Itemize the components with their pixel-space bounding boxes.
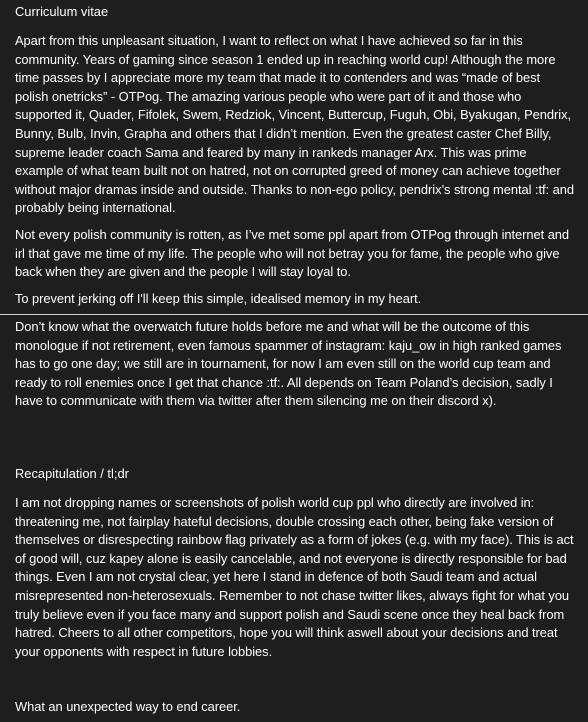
paragraph-memory: To prevent jerking off I'll keep this simple, idealised memory in my heart. [15,291,422,306]
recap-heading: Recapitulation / tl;dr [15,466,129,481]
paragraph-recap: I am not dropping names or screenshots of polish world cup ppl who directly are involved in: threatening me, not fairplay hateful decisions, double crossing each other, being fake version of themselves or disrespecting rainbow flag privately as a form of jokes (e.g. with my face). This is act of good will, cuz kapey alone is easily cancelable, and not everyone is directly responsible for bad things. Even I am not crystal clear, yet here I stand in defence of both Saudi team and actual misrepresented non-heterosexuals. Remember to not chase twitter likes, always fight for what you truly believe even if you face many and support polish and Saudi scene once they heal back from hatred. Cheers to all other competitors, hope you will think aswell about your decisions and treat your opponents with respect in future lobbies. [15,495,574,659]
section-divider [0,314,588,315]
document-title: Curriculum vitae [15,4,109,19]
paragraph-achievements: Apart from this unpleasant situation, I want to reflect on what I have achieved so far in this community. Years of gaming since season 1 ended up in reaching world cup! Although the more time passes by I appreciate more my team that made it to contenders and was “made of best polish onetricks” - OTPog. The amazing various people who were part of it and those who supported it, Quader, Fifolek, Swem, Redziok, Vincent, Buttercup, Fuguh, Obi, Byakugan, Pendrix, Bunny, Bulb, Invin, Grapha and others that I didn’t mention. Even the greatest caster Chef Billy, supreme leader coach Sama and feared by many in rankeds manager Arx. This was prime example of what team built not on hatred, not on corrupted greed of money can achieve together without major dramas inside and outside. Thanks to non-ego policy, pendrix’s strong mental :tf: and probably being international. [15,33,574,216]
paragraph-community: Not every polish community is rotten, as I’ve met some ppl apart from OTPog through internet and irl that gave me time of my life. The people who will not betray you for fame, the people who give back when they are given and the people I will stay loyal to. [15,227,570,280]
paragraph-future: Don’t know what the overwatch future holds before me and what will be the outcome of this monologue if not retirement, even famous spammer of instagram: kaju_ow in high ranked games has to go one day; we still are in tournament, for now I am even still on the world cup team and ready to roll enemies once I get that chance :tf:. All depends on Team Poland’s decision, sadly I have to communicate with them via twitter after them silencing me on their discord x). [15,319,562,409]
paragraph-closing: What an unexpected way to end career. [15,699,241,714]
